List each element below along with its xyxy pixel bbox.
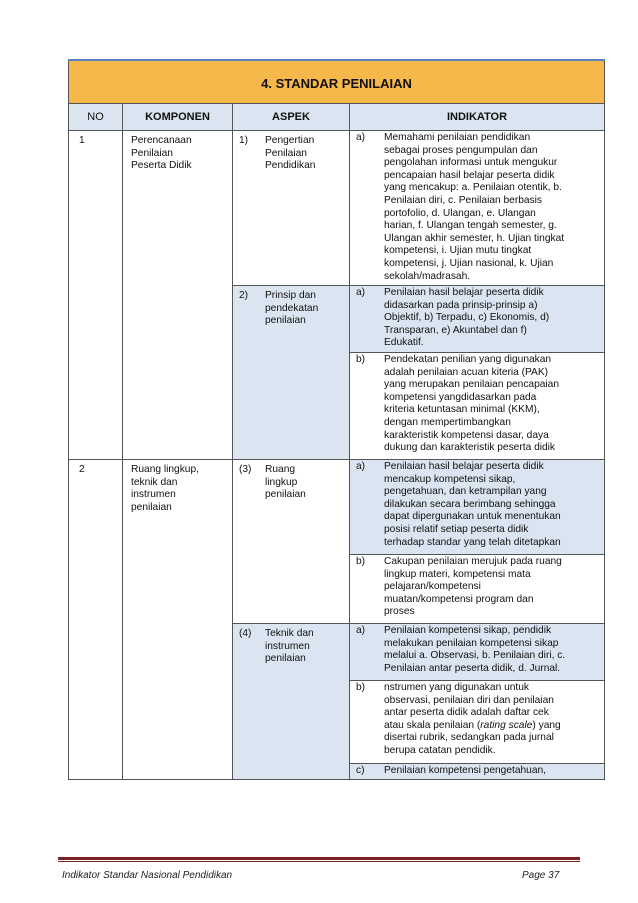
indikator-letter: a) (356, 287, 366, 298)
indikator-text (384, 682, 600, 758)
indikator-item (350, 555, 604, 620)
indikator-text (384, 132, 600, 283)
indikator-line: posisi relatif setiap peserta didik (384, 523, 529, 535)
header-komponen: KOMPONEN (123, 104, 233, 131)
indikator-line: proses (384, 606, 415, 618)
indikator-line: didasarkan pada prinsip-prinsip a) (384, 299, 538, 311)
indikator-letter: b) (356, 354, 366, 365)
aspek-label-line: Teknik dan (265, 628, 314, 639)
indikator-cell (350, 624, 605, 681)
indikator-line: karakteristik kompetensi dasar, daya (384, 429, 549, 441)
indikator-line: yang mencakup: a. Penilaian otentik, b. (384, 182, 562, 194)
komponen-line: teknik dan (131, 476, 178, 488)
indikator-letter: b) (356, 556, 366, 567)
indikator-cell (350, 764, 605, 780)
table-row (69, 131, 605, 286)
aspek-number: 2) (239, 290, 249, 301)
aspek-item (233, 286, 349, 328)
indikator-line: disertai rubrik, sedangkan pada jurnal (384, 732, 554, 744)
indikator-line: nstrumen yang digunakan untuk (384, 682, 529, 693)
aspek-label-line: penilaian (265, 489, 306, 501)
standard-table (68, 59, 605, 780)
indikator-line: pengolahan informasi untuk mengukur (384, 157, 558, 169)
indikator-line: Memahami penilaian pendidikan (384, 132, 531, 143)
standard-table-container (68, 59, 604, 780)
indikator-letter: c) (356, 765, 365, 776)
aspek-item (233, 624, 349, 666)
indikator-line: atau skala penilaian (rating scale) yang (384, 719, 561, 731)
indikator-text (384, 354, 600, 455)
indikator-line: melalui a. Observasi, b. Penilaian diri, c. (384, 650, 566, 662)
komponen-line: Perencanaan (131, 135, 192, 146)
table-title: 4. STANDAR PENILAIAN (69, 60, 605, 104)
indikator-line: observasi, penilaian diri dan penilaian (384, 694, 554, 706)
aspek-label (265, 135, 345, 173)
indikator-letter: a) (356, 461, 366, 472)
indikator-line: kriteria ketuntasan minimal (KKM), (384, 404, 540, 416)
aspek-label (265, 628, 345, 666)
footer-document-title: Indikator Standar Nasional Pendidikan (62, 870, 233, 881)
indikator-cell (350, 131, 605, 286)
indikator-line: Penilaian antar peserta didik, d. Jurnal. (384, 662, 561, 674)
aspek-label-line: Ruang (265, 464, 296, 475)
indikator-line: Penilaian hasil belajar peserta didik (384, 461, 544, 472)
aspek-label-line: Penilaian (265, 147, 307, 159)
indikator-cell (350, 286, 605, 353)
indikator-item (350, 286, 604, 351)
indikator-line: pelajaran/kompetensi (384, 581, 481, 593)
aspek-cell (233, 131, 350, 286)
indikator-line: harian, f. Ulangan tengah semester, g. (384, 220, 557, 232)
indikator-text (384, 625, 600, 675)
indikator-line: kompetensi, j. Ujian nasional, k. Ujian (384, 257, 554, 269)
indikator-item (350, 764, 604, 779)
indikator-line: lingkup materi, kompetensi mata (384, 568, 531, 580)
indikator-line: adalah penilaian acuan kiteria (PAK) (384, 366, 549, 378)
indikator-line: Objektif, b) Terpadu, c) Ekonomis, d) (384, 312, 550, 324)
komponen-line: Ruang lingkup, (131, 464, 199, 475)
indikator-letter: a) (356, 625, 366, 636)
komponen-line: Penilaian (131, 147, 173, 159)
indikator-line: dilakukan secara berimbang sehingga (384, 498, 556, 510)
indikator-text (384, 287, 600, 350)
komponen-line: penilaian (131, 501, 172, 513)
indikator-line: Pendekatan penilian yang digunakan (384, 354, 552, 365)
aspek-label-line: Pengertian (265, 135, 315, 146)
indikator-item (350, 681, 604, 759)
indikator-cell (350, 353, 605, 460)
indikator-line: pencapaian hasil belajar peserta didik (384, 169, 555, 181)
footer-rule-thin (58, 861, 580, 862)
komponen-line: Peserta Didik (131, 160, 192, 172)
indikator-line: dukung dan karakteristik peserta didik (384, 442, 556, 454)
indikator-cell (350, 681, 605, 764)
header-aspek: ASPEK (233, 104, 350, 131)
indikator-line: dapat dipergunakan untuk menentukan (384, 511, 561, 523)
indikator-text (384, 765, 600, 778)
indikator-item (350, 353, 604, 456)
indikator-item (350, 460, 604, 550)
row-number: 2 (69, 460, 123, 780)
aspek-number: (3) (239, 464, 252, 475)
aspek-label (265, 290, 345, 328)
indikator-cell (350, 460, 605, 555)
aspek-label-line: pendekatan (265, 302, 319, 314)
indikator-line: pengetahuan, dan ketrampilan yang (384, 486, 547, 498)
aspek-cell (233, 286, 350, 460)
komponen-cell (123, 131, 233, 460)
indikator-line: antar peserta didik adalah daftar cek (384, 707, 549, 719)
aspek-label-line: lingkup (265, 476, 298, 488)
header-row (69, 104, 605, 131)
indikator-line: Edukatif. (384, 337, 424, 349)
indikator-text (384, 461, 600, 549)
table-row (69, 460, 605, 555)
indikator-line: Transparan, e) Akuntabel dan f) (384, 324, 527, 336)
indikator-line: Ulangan akhir semester, h. Ujian tingkat (384, 232, 565, 244)
indikator-line: muatan/kompetensi program dan (384, 593, 534, 605)
indikator-letter: a) (356, 132, 366, 143)
indikator-line: sebagai proses pengumpulan dan (384, 144, 538, 156)
indikator-text (384, 556, 600, 619)
komponen-cell (123, 460, 233, 780)
indikator-item (350, 624, 604, 676)
indikator-line: mencakup kompetensi sikap, (384, 473, 516, 485)
indikator-line: Penilaian kompetensi pengetahuan, (384, 765, 546, 776)
indikator-line: yang merupakan penilaian pencapaian (384, 379, 560, 391)
indikator-line: berupa catatan pendidik. (384, 744, 496, 756)
indikator-cell (350, 555, 605, 624)
aspek-label-line: Prinsip dan (265, 290, 316, 301)
indikator-line: Penilaian hasil belajar peserta didik (384, 287, 544, 298)
komponen-line: instrumen (131, 489, 176, 501)
indikator-item (350, 131, 604, 284)
aspek-label-line: instrumen (265, 640, 310, 652)
aspek-cell (233, 624, 350, 780)
aspek-label-line: penilaian (265, 315, 306, 327)
indikator-line: sekolah/madrasah. (384, 270, 471, 282)
indikator-line: kompetensi, i. Ujian mutu tingkat (384, 245, 532, 257)
indikator-line: dengan mempertimbangkan (384, 416, 511, 428)
aspek-item (233, 131, 349, 173)
header-no: NO (69, 104, 123, 131)
footer-page-number: Page 37 (522, 870, 560, 881)
indikator-line: Penilaian kompetensi sikap, pendidik (384, 625, 552, 636)
indikator-line: Penilaian diri, c. Penilaian berbasis (384, 194, 542, 206)
aspek-label-line: penilaian (265, 653, 306, 665)
indikator-line: melakukan penilaian kompetensi sikap (384, 637, 559, 649)
indikator-letter: b) (356, 682, 366, 693)
aspek-item (233, 460, 349, 502)
header-indikator: INDIKATOR (350, 104, 605, 131)
table-body (69, 131, 605, 780)
aspek-cell (233, 460, 350, 624)
aspek-label-line: Pendidikan (265, 160, 316, 172)
aspek-label (265, 464, 345, 502)
row-number: 1 (69, 131, 123, 460)
indikator-line: kompetensi yangdidasarkan pada (384, 391, 537, 403)
indikator-line: terhadap standar yang telah ditetapkan (384, 536, 561, 548)
aspek-number: (4) (239, 628, 252, 639)
footer-rule-thick (58, 857, 580, 860)
aspek-number: 1) (239, 135, 249, 146)
indikator-line: Cakupan penilaian merujuk pada ruang (384, 556, 562, 567)
indikator-line: portofolio, d. Ulangan, e. Ulangan (384, 207, 536, 219)
